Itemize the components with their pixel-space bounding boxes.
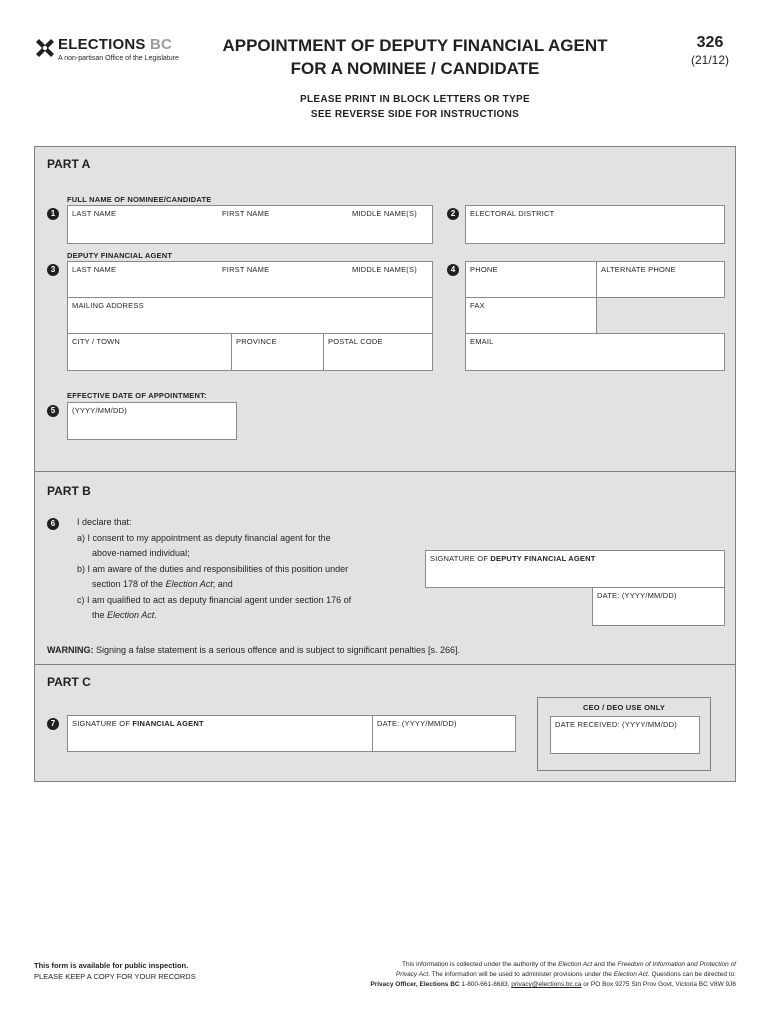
public-inspection-note: This form is available for public inspection. <box>34 961 189 970</box>
agent-name-field[interactable] <box>67 261 433 298</box>
part-b-panel <box>34 471 736 665</box>
mailing-address-label: MAILING ADDRESS <box>72 301 144 310</box>
logo-wordmark: ELECTIONS BC <box>58 36 173 53</box>
agent-signature-field[interactable] <box>67 715 373 752</box>
mailing-address-field[interactable] <box>67 297 433 334</box>
deputy-signature-field[interactable] <box>425 550 725 588</box>
agent-signature-date-field[interactable] <box>372 715 516 752</box>
ceo-deo-use-box <box>537 697 711 771</box>
electoral-district-label: ELECTORAL DISTRICT <box>470 209 555 218</box>
fax-label: FAX <box>470 301 485 310</box>
alternate-phone-field[interactable] <box>596 261 725 298</box>
privacy-email-link[interactable]: privacy@elections.bc.ca <box>511 981 582 988</box>
effective-date-format: (YYYY/MM/DD) <box>72 406 127 415</box>
email-field[interactable] <box>465 333 725 371</box>
deputy-signature-label: SIGNATURE OF DEPUTY FINANCIAL AGENT <box>430 554 596 563</box>
fax-field[interactable] <box>465 297 597 334</box>
step-2-badge: 2 <box>447 208 459 220</box>
keep-copy-note: PLEASE KEEP A COPY FOR YOUR RECORDS <box>34 972 196 981</box>
step-1-badge: 1 <box>47 208 59 220</box>
step-7-badge: 7 <box>47 718 59 730</box>
date-received-field[interactable] <box>550 716 700 754</box>
agent-middle-name-label: MIDDLE NAME(S) <box>352 265 417 274</box>
alternate-phone-label: ALTERNATE PHONE <box>601 265 676 274</box>
print-instructions: PLEASE PRINT IN BLOCK LETTERS OR TYPE SEE REVERSE SIDE FOR INSTRUCTIONS <box>299 94 530 120</box>
province-label: PROVINCE <box>236 337 277 346</box>
agent-signature-date-label: DATE: (YYYY/MM/DD) <box>377 719 457 728</box>
footer-left <box>34 960 196 982</box>
effective-date-heading: EFFECTIVE DATE OF APPOINTMENT: <box>67 391 207 400</box>
effective-date-field[interactable] <box>67 402 237 440</box>
step-5-badge: 5 <box>47 405 59 417</box>
part-a-panel <box>34 146 736 472</box>
form-version: (21/12) <box>690 53 730 67</box>
step-3-badge: 3 <box>47 264 59 276</box>
agent-last-name-label: LAST NAME <box>72 265 117 274</box>
form-number: 326 <box>696 34 724 51</box>
deputy-signature-date-label: DATE: (YYYY/MM/DD) <box>597 591 677 600</box>
phone-field[interactable] <box>465 261 597 298</box>
city-field[interactable] <box>67 333 232 371</box>
nominee-name-field[interactable] <box>67 205 433 244</box>
elections-bc-logo-icon <box>34 38 58 60</box>
deputy-signature-date-field[interactable] <box>592 587 725 626</box>
agent-signature-label: SIGNATURE OF FINANCIAL AGENT <box>72 719 204 728</box>
part-c-panel <box>34 664 736 782</box>
nominee-middle-name-label: MIDDLE NAME(S) <box>352 209 417 218</box>
postal-code-field[interactable] <box>323 333 433 371</box>
ceo-deo-title: CEO / DEO USE ONLY <box>582 703 666 712</box>
city-label: CITY / TOWN <box>72 337 121 346</box>
step-6-badge: 6 <box>47 518 59 530</box>
nominee-first-name-label: FIRST NAME <box>222 209 270 218</box>
phone-label: PHONE <box>470 265 498 274</box>
part-a-title: PART A <box>47 157 91 171</box>
step-4-badge: 4 <box>447 264 459 276</box>
privacy-notice: This information is collected under the authority of the Election Act and the Freedom of Information and Protection of Privacy Act. The information will be used to administer provisions under the Election Act. Questions can be directed to: Privacy Officer, Elections BC 1-800-661-8683, privacy@elections.bc.ca or PO Box 9275 Stn Prov Govt, Victoria BC V8W 9J6 <box>370 961 736 988</box>
part-c-title: PART C <box>47 675 91 689</box>
declaration-text: I declare that: a) I consent to my appointment as deputy financial agent for the above-named individual; b) I am aware of the duties and responsibilities of this position under section 178 of the Election Act; and c) I am qualified to act as deputy financial agent under section 176 of the Election Act. <box>77 517 352 620</box>
nominee-last-name-label: LAST NAME <box>72 209 117 218</box>
province-field[interactable] <box>231 333 324 371</box>
part-b-title: PART B <box>47 484 91 498</box>
electoral-district-field[interactable] <box>465 205 725 244</box>
email-label: EMAIL <box>470 337 494 346</box>
date-received-label: DATE RECEIVED: (YYYY/MM/DD) <box>555 720 677 729</box>
logo-tagline: A non-partisan Office of the Legislature <box>58 55 179 62</box>
form-title: APPOINTMENT OF DEPUTY FINANCIAL AGENT FOR A NOMINEE / CANDIDATE <box>222 36 608 78</box>
postal-code-label: POSTAL CODE <box>328 337 383 346</box>
agent-first-name-label: FIRST NAME <box>222 265 270 274</box>
nominee-heading: FULL NAME OF NOMINEE/CANDIDATE <box>67 195 212 204</box>
warning-text: WARNING: Signing a false statement is a serious offence and is subject to significant penalties [s. 266]. <box>47 645 461 655</box>
deputy-agent-heading: DEPUTY FINANCIAL AGENT <box>67 251 173 260</box>
